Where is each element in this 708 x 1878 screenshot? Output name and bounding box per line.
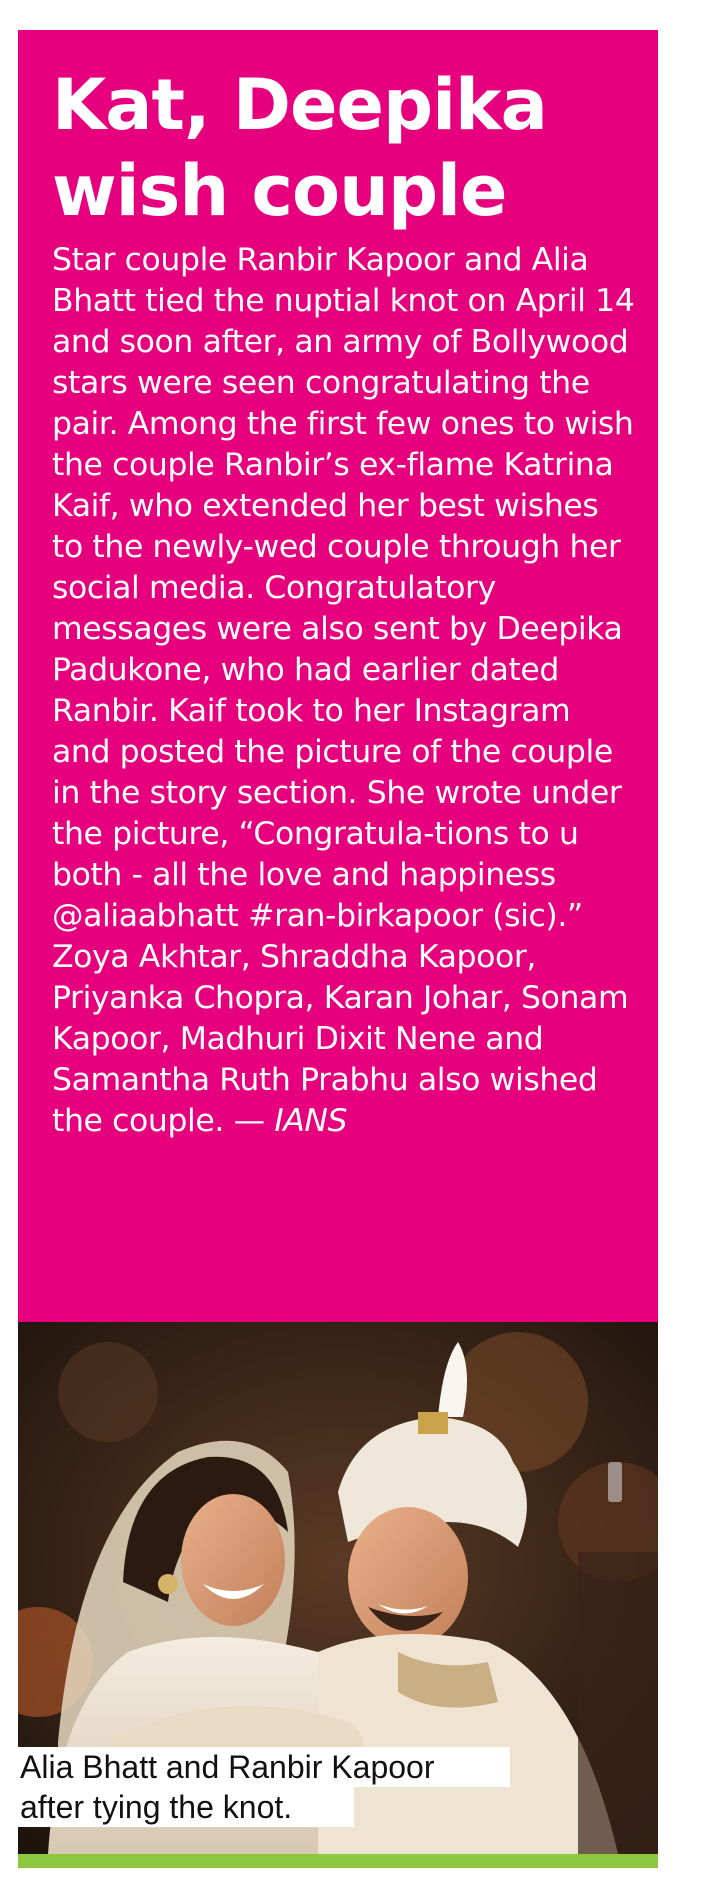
caption-line-2: after tying the knot. [18,1787,354,1827]
article-panel [18,30,658,1330]
headline [52,62,636,234]
body-paragraph-2-text: Zoya Akhtar, Shraddha Kapoor, Priyanka Chopra, Karan Johar, Sonam Kapoor, Madhuri Dixit Nene and Samantha Ruth Prabhu also wished the couple. — [52,939,629,1139]
source-credit: IANS [274,1103,348,1139]
caption-line-1: Alia Bhatt and Ranbir Kapoor [18,1747,510,1787]
headline-line-2: wish couple [52,150,507,232]
body-paragraph-1: Star couple Ranbir Kapoor and Alia Bhatt tied the nuptial knot on April 14 and soon after, an army of Bollywood stars were seen congratulating the pair. Among the first few ones to wish the couple Ranbir’s ex-flame Katrina Kaif, who extended her best wishes to the newly-wed couple through her social media. Congratulatory messages were also sent by Deepika Padukone, who had earlier dated Ranbir. Kaif took to her Instagram and posted the picture of the couple in the story section. She wrote under the picture, “Congratula-tions to u both - all the love and happiness @aliaabhatt #ran-birkapoor (sic).” [52,242,635,934]
body-paragraph-2 [52,937,636,1142]
photo-caption [18,1747,510,1827]
headline-line-1: Kat, Deepika [52,64,547,146]
accent-rule [18,1854,658,1868]
article-body [52,240,636,1142]
